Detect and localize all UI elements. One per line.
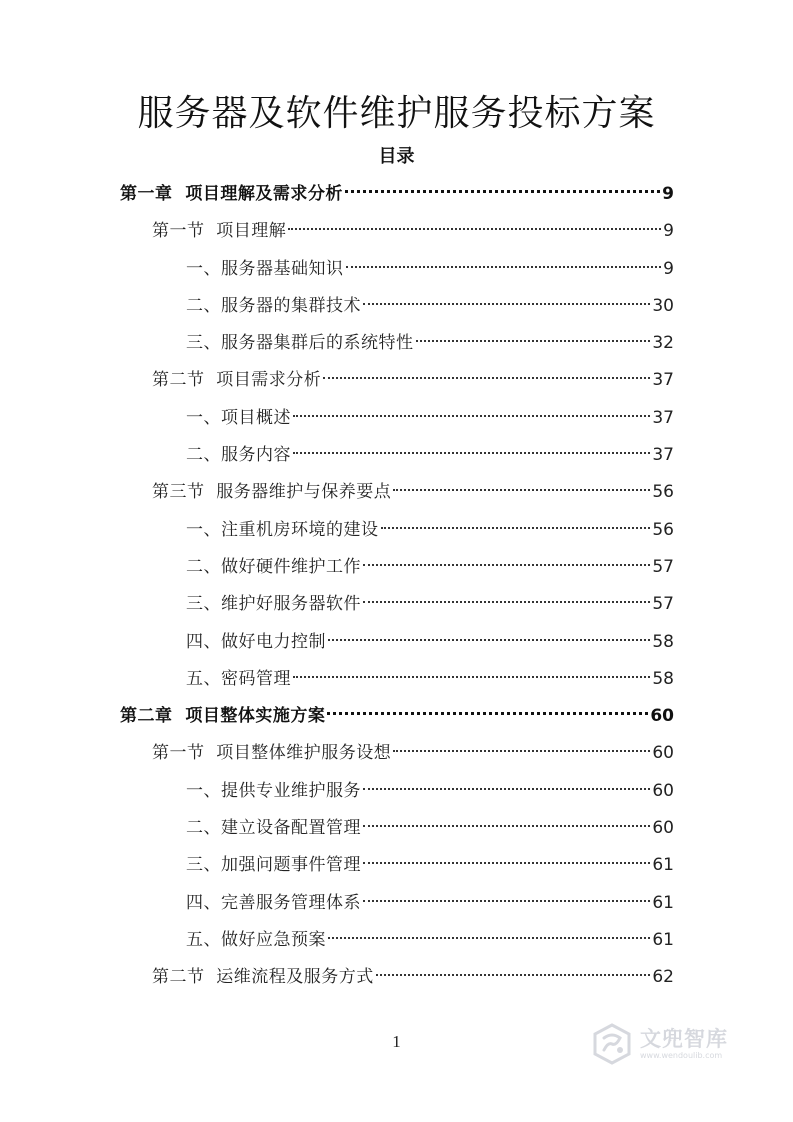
- watermark-url: www.wendoulib.com: [640, 1051, 723, 1060]
- toc-entry-label: 第二章 项目整体实施方案: [120, 706, 326, 727]
- toc-entry-page: 57: [652, 594, 674, 615]
- toc-dot-leader: [363, 303, 650, 305]
- toc-dot-leader: [346, 266, 662, 268]
- toc-entry-label: 第二节 项目需求分析: [152, 370, 322, 391]
- toc-entry[interactable]: [120, 735, 674, 772]
- toc-dot-leader: [363, 825, 650, 827]
- toc-entry[interactable]: [120, 810, 674, 847]
- toc-entry-page: 37: [652, 407, 674, 428]
- toc-entry-page: 60: [652, 818, 674, 839]
- toc-entry-label: 三、维护好服务器软件: [186, 594, 361, 615]
- toc-entry[interactable]: [120, 624, 674, 661]
- toc-entry-page: 62: [652, 967, 674, 988]
- toc-entry[interactable]: [120, 773, 674, 810]
- toc-entry-page: 60: [652, 743, 674, 764]
- toc-entry-label: 二、做好硬件维护工作: [186, 556, 361, 577]
- toc-entry-page: 37: [652, 370, 674, 391]
- toc-dot-leader: [363, 564, 650, 566]
- toc-dot-leader: [327, 712, 648, 715]
- toc-entry[interactable]: [120, 176, 674, 213]
- toc-entry[interactable]: [120, 288, 674, 325]
- toc-entry[interactable]: [120, 512, 674, 549]
- toc-entry[interactable]: [120, 213, 674, 250]
- toc-entry[interactable]: [120, 922, 674, 959]
- toc-entry[interactable]: [120, 325, 674, 362]
- toc-entry-label: 三、加强问题事件管理: [186, 855, 361, 876]
- toc-entry-page: 60: [650, 706, 674, 727]
- toc-entry-label: 一、注重机房环境的建设: [186, 519, 379, 540]
- toc-entry-label: 五、密码管理: [186, 668, 291, 689]
- toc-entry-label: 第二节 运维流程及服务方式: [152, 967, 374, 988]
- toc-dot-leader: [393, 750, 650, 752]
- toc-dot-leader: [288, 228, 661, 230]
- toc-dot-leader: [293, 415, 650, 417]
- toc-entry-page: 37: [652, 445, 674, 466]
- toc-entry-label: 一、提供专业维护服务: [186, 780, 361, 801]
- table-of-contents: [120, 176, 674, 997]
- toc-entry-label: 二、建立设备配置管理: [186, 818, 361, 839]
- toc-dot-leader: [323, 377, 650, 379]
- toc-entry[interactable]: [120, 586, 674, 623]
- toc-dot-leader: [376, 974, 651, 976]
- toc-dot-leader: [363, 900, 650, 902]
- toc-entry-label: 第三节 服务器维护与保养要点: [152, 482, 392, 503]
- toc-entry[interactable]: [120, 400, 674, 437]
- toc-dot-leader: [328, 937, 650, 939]
- toc-entry-label: 第一节 项目整体维护服务设想: [152, 743, 392, 764]
- toc-entry[interactable]: [120, 474, 674, 511]
- toc-entry-label: 第一节 项目理解: [152, 221, 287, 242]
- toc-entry-label: 二、服务内容: [186, 445, 291, 466]
- toc-dot-leader: [328, 639, 650, 641]
- toc-entry-label: 四、做好电力控制: [186, 631, 326, 652]
- toc-entry-page: 58: [652, 668, 674, 689]
- toc-dot-leader: [293, 676, 650, 678]
- toc-dot-leader: [363, 601, 650, 603]
- toc-dot-leader: [363, 862, 650, 864]
- toc-dot-leader: [363, 788, 650, 790]
- toc-entry[interactable]: [120, 959, 674, 996]
- toc-entry-page: 9: [663, 258, 674, 279]
- toc-entry-page: 32: [652, 333, 674, 354]
- toc-entry[interactable]: [120, 549, 674, 586]
- document-title: 服务器及软件维护服务投标方案: [137, 93, 656, 134]
- toc-entry[interactable]: [120, 885, 674, 922]
- toc-dot-leader: [416, 340, 651, 342]
- toc-entry[interactable]: [120, 847, 674, 884]
- toc-entry-page: 58: [652, 631, 674, 652]
- toc-entry-page: 56: [652, 482, 674, 503]
- toc-entry-label: 五、做好应急预案: [186, 929, 326, 950]
- toc-entry-label: 三、服务器集群后的系统特性: [186, 333, 414, 354]
- toc-dot-leader: [345, 190, 660, 193]
- toc-dot-leader: [381, 527, 651, 529]
- toc-entry[interactable]: [120, 362, 674, 399]
- toc-entry-page: 9: [662, 184, 674, 204]
- toc-entry[interactable]: [120, 661, 674, 698]
- toc-entry[interactable]: [120, 251, 674, 288]
- toc-entry-page: 30: [652, 295, 674, 316]
- watermark-name: 文兜智库: [640, 1027, 728, 1051]
- toc-entry-page: 61: [652, 855, 674, 876]
- toc-entry-page: 56: [652, 519, 674, 540]
- wendou-logo-icon: [590, 1022, 634, 1066]
- toc-entry[interactable]: [120, 437, 674, 474]
- toc-entry-page: 57: [652, 556, 674, 577]
- page-number: 1: [392, 1032, 401, 1051]
- toc-entry-page: 61: [652, 929, 674, 950]
- toc-entry-label: 四、完善服务管理体系: [186, 892, 361, 913]
- toc-dot-leader: [293, 452, 650, 454]
- toc-entry-label: 第一章 项目理解及需求分析: [120, 184, 343, 204]
- watermark: [590, 1016, 760, 1072]
- toc-dot-leader: [393, 489, 650, 491]
- toc-entry-label: 二、服务器的集群技术: [186, 295, 361, 316]
- toc-entry[interactable]: [120, 698, 674, 735]
- toc-entry-label: 一、项目概述: [186, 407, 291, 428]
- toc-entry-label: 一、服务器基础知识: [186, 258, 344, 279]
- toc-entry-page: 60: [652, 780, 674, 801]
- toc-heading: 目录: [378, 146, 415, 167]
- toc-entry-page: 61: [652, 892, 674, 913]
- toc-entry-page: 9: [663, 221, 674, 242]
